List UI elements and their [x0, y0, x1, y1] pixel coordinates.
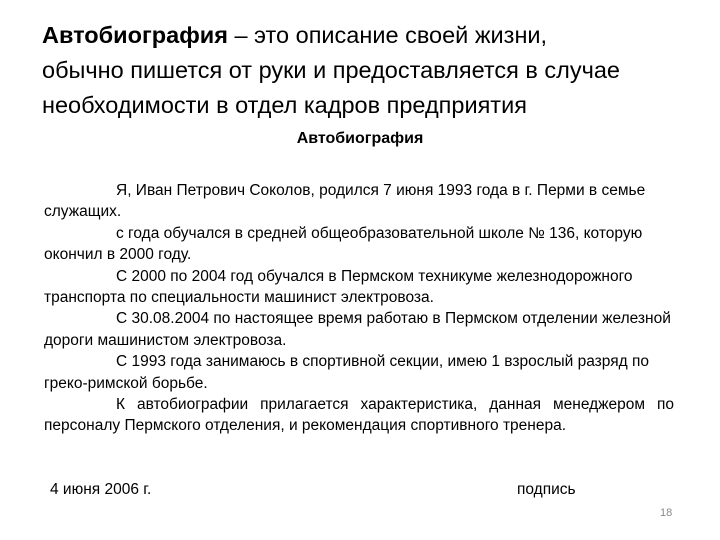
heading-definition-line1: – это описание своей жизни, — [227, 22, 548, 48]
slide-heading — [42, 18, 692, 123]
document-body — [44, 180, 674, 437]
document-title — [0, 128, 720, 150]
paragraph-school: с года обучался в средней общеобразовательной школе № 136, которую окончил в 2000 году. — [44, 224, 643, 264]
heading-term: Автобиография — [42, 22, 228, 48]
document-date: 4 июня 2006 г. — [50, 481, 152, 498]
heading-definition-line3: необходимости в отдел кадров предприятия — [42, 92, 527, 118]
document-title-text: Автобиография — [296, 130, 424, 147]
page-number: 18 — [660, 507, 673, 519]
paragraph-birth: Я, Иван Петрович Соколов, родился 7 июня 1993 года в г. Перми в семье служащих. — [44, 182, 646, 221]
paragraph-work: С 30.08.2004 по настоящее время работаю в Пермском отделении железной дороги машинистом электровоза. — [44, 310, 671, 349]
heading-definition-line2: обычно пишется от руки и предоставляется в случае — [42, 57, 620, 83]
paragraph-college: С 2000 по 2004 год обучался в Пермском техникуме железнодорожного транспорта по специальности машинист электровоза. — [44, 267, 633, 307]
paragraph-attachments: К автобиографии прилагается характеристика, данная менеджером по персоналу Пермского отделения, и рекомендация спортивного тренера. — [44, 396, 674, 435]
signature-label: подпись — [517, 481, 576, 498]
paragraph-sport: С 1993 года занимаюсь в спортивной секции, имею 1 взрослый разряд по греко-римской борьбе. — [44, 353, 649, 392]
